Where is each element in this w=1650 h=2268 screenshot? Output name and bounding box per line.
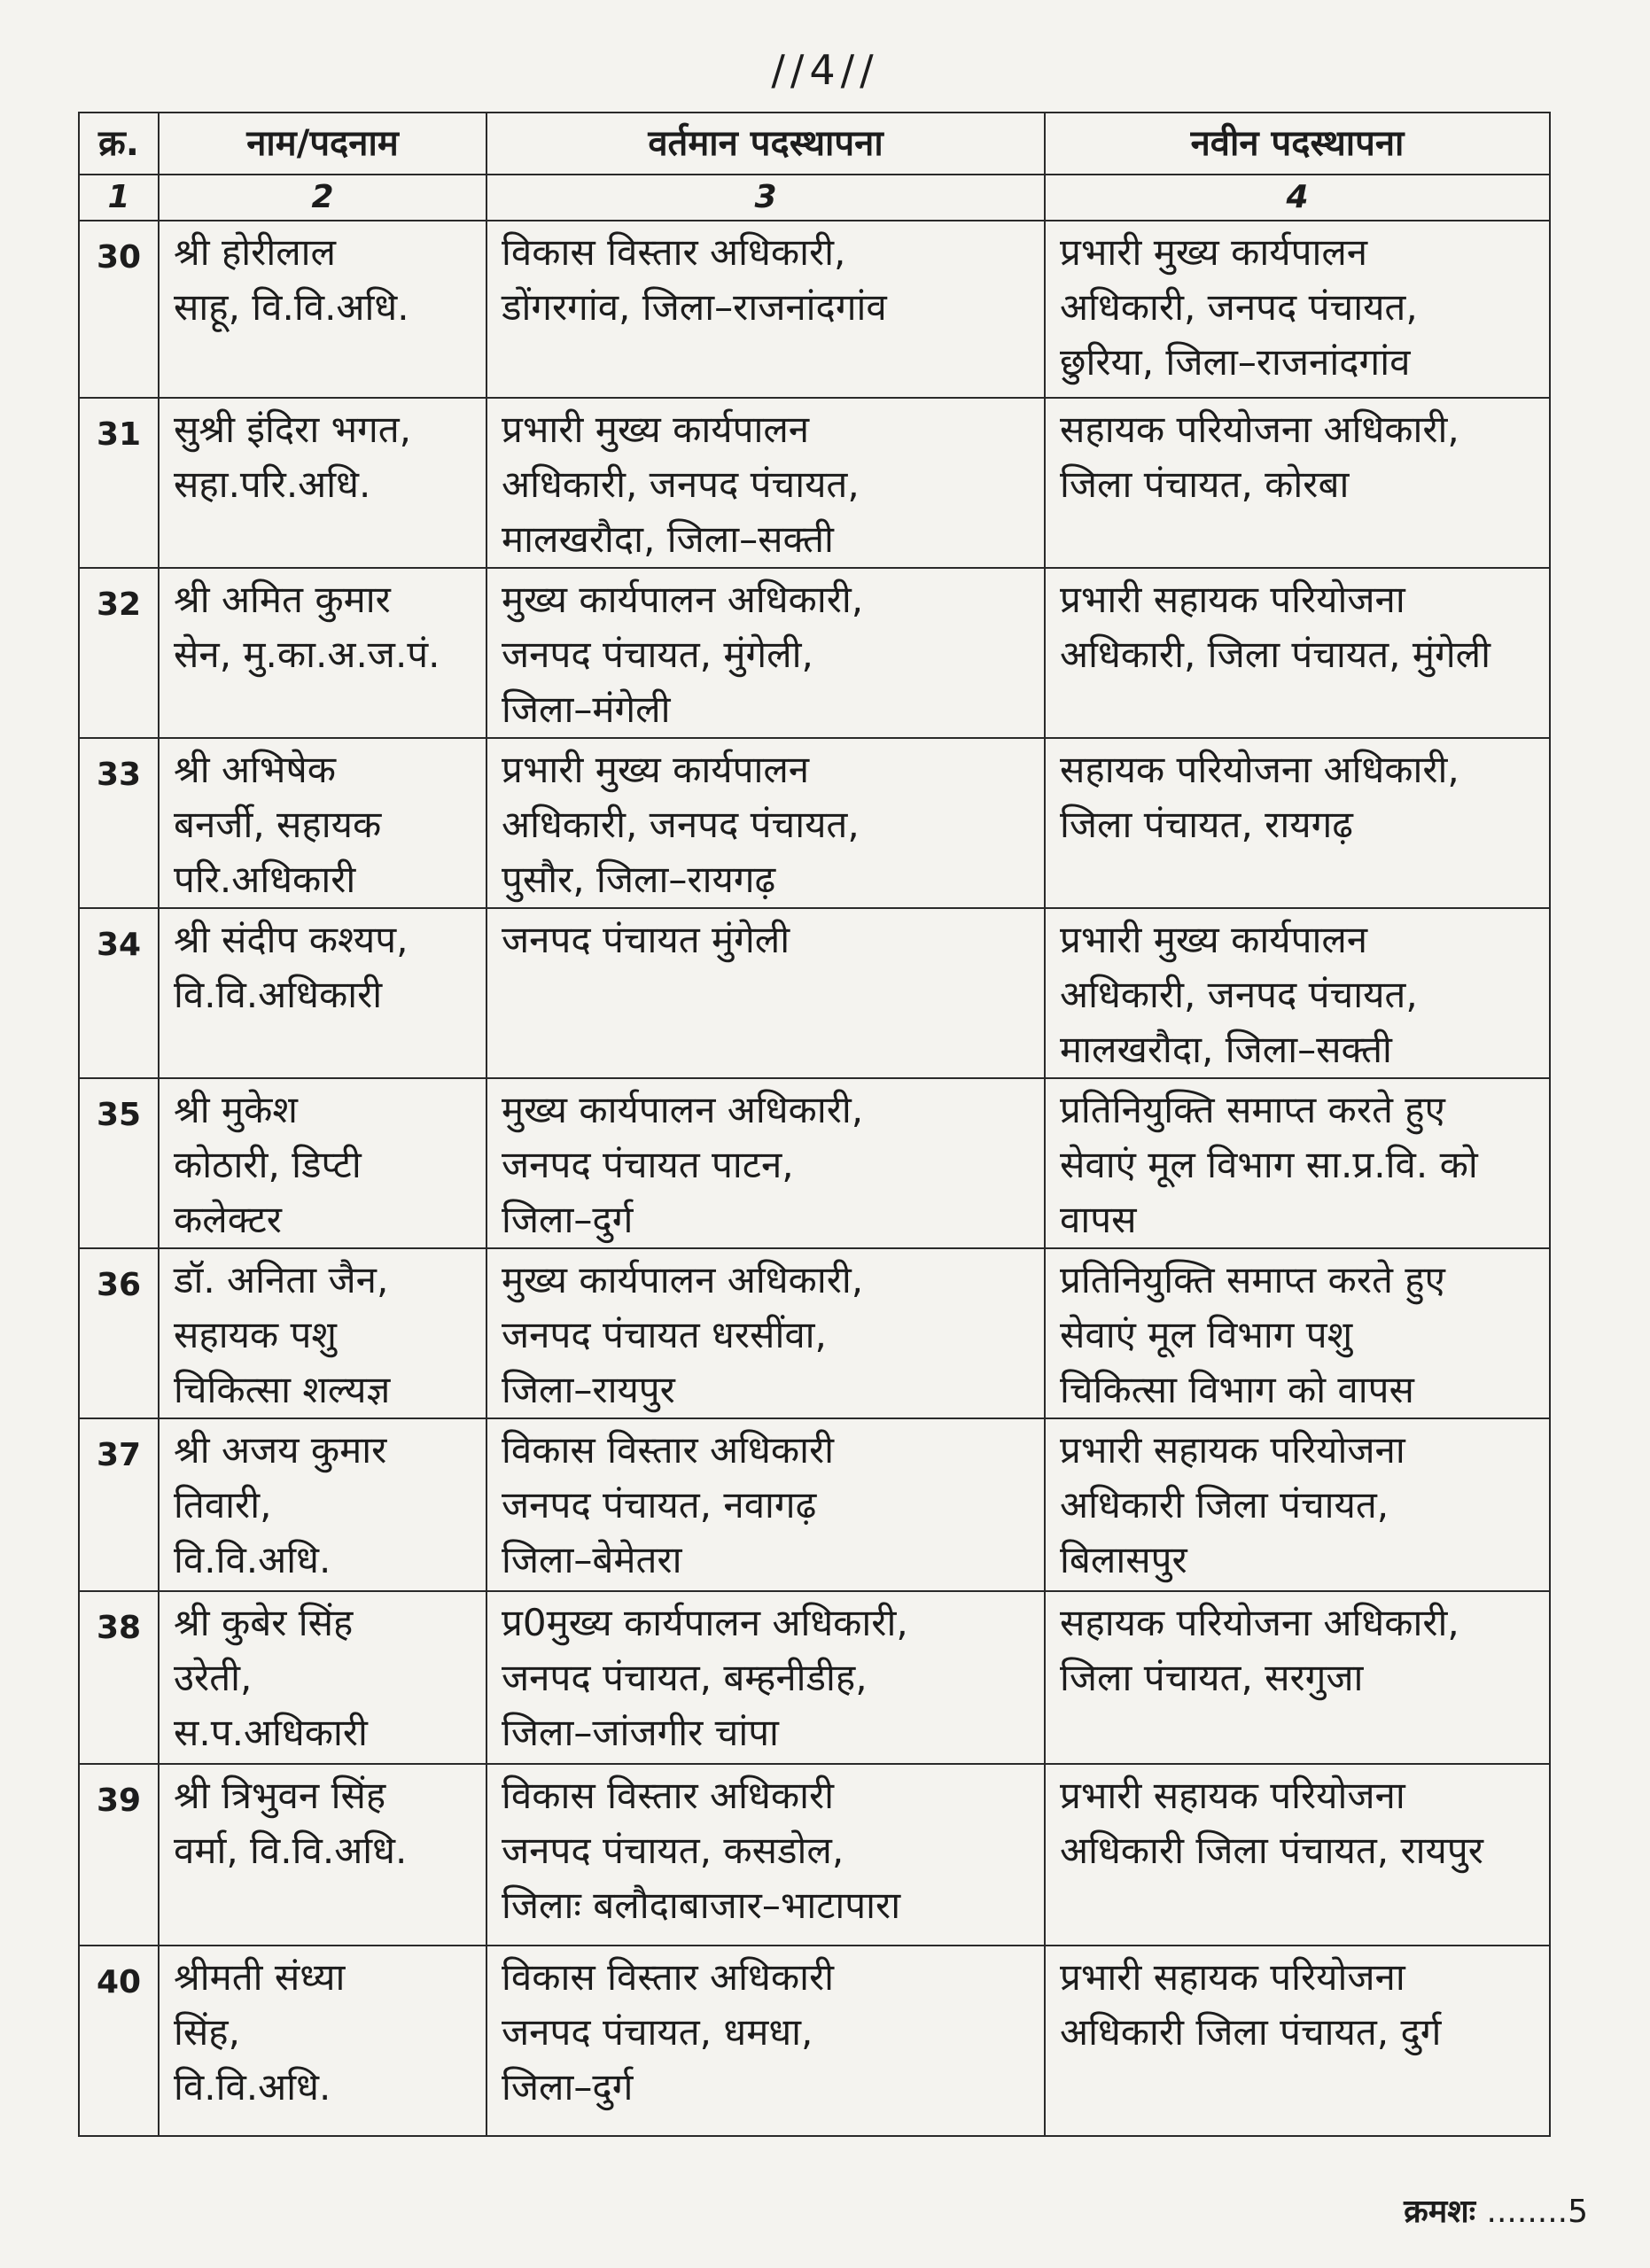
serial-number: 32 bbox=[79, 568, 159, 738]
table-row bbox=[79, 568, 1550, 738]
table-row bbox=[79, 738, 1550, 908]
serial-number: 33 bbox=[79, 738, 159, 908]
name-designation: श्री कुबेर सिंह उरेती, स.प.अधिकारी bbox=[159, 1591, 486, 1764]
table-row bbox=[79, 1591, 1550, 1764]
current-posting: मुख्य कार्यपालन अधिकारी, जनपद पंचायत धरसींवा, जिला–रायपुर bbox=[486, 1248, 1045, 1418]
serial-number: 40 bbox=[79, 1946, 159, 2136]
new-posting: प्रभारी सहायक परियोजना अधिकारी जिला पंचायत, रायपुर bbox=[1045, 1764, 1550, 1946]
table-row bbox=[79, 1946, 1550, 2136]
name-designation: सुश्री इंदिरा भगत, सहा.परि.अधि. bbox=[159, 398, 486, 568]
continuation-note bbox=[1404, 2188, 1588, 2232]
name-designation: श्री संदीप कश्यप, वि.वि.अधिकारी bbox=[159, 908, 486, 1078]
new-posting: प्रतिनियुक्ति समाप्त करते हुए सेवाएं मूल विभाग सा.प्र.वि. को वापस bbox=[1045, 1078, 1550, 1248]
current-posting: जनपद पंचायत मुंगेली bbox=[486, 908, 1045, 1078]
current-posting: मुख्य कार्यपालन अधिकारी, जनपद पंचायत, मुंगेली, जिला–मंगेली bbox=[486, 568, 1045, 738]
serial-number: 30 bbox=[79, 221, 159, 398]
current-posting: प्रभारी मुख्य कार्यपालन अधिकारी, जनपद पंचायत, पुसौर, जिला–रायगढ़ bbox=[486, 738, 1045, 908]
current-posting: मुख्य कार्यपालन अधिकारी, जनपद पंचायत पाटन, जिला–दुर्ग bbox=[486, 1078, 1045, 1248]
table-row bbox=[79, 908, 1550, 1078]
new-posting: प्रभारी सहायक परियोजना अधिकारी जिला पंचायत, बिलासपुर bbox=[1045, 1418, 1550, 1591]
new-posting: प्रभारी मुख्य कार्यपालन अधिकारी, जनपद पंचायत, मालखरौदा, जिला–सक्ती bbox=[1045, 908, 1550, 1078]
current-posting: विकास विस्तार अधिकारी, डोंगरगांव, जिला–राजनांदगांव bbox=[486, 221, 1045, 398]
table-row bbox=[79, 1078, 1550, 1248]
header-new-posting: नवीन पदस्थापना bbox=[1045, 113, 1550, 175]
table-row bbox=[79, 221, 1550, 398]
new-posting: प्रतिनियुक्ति समाप्त करते हुए सेवाएं मूल विभाग पशु चिकित्सा विभाग को वापस bbox=[1045, 1248, 1550, 1418]
serial-number: 36 bbox=[79, 1248, 159, 1418]
new-posting: प्रभारी सहायक परियोजना अधिकारी, जिला पंचायत, मुंगेली bbox=[1045, 568, 1550, 738]
serial-number: 37 bbox=[79, 1418, 159, 1591]
serial-number: 34 bbox=[79, 908, 159, 1078]
column-number: 4 bbox=[1045, 175, 1550, 221]
new-posting: प्रभारी मुख्य कार्यपालन अधिकारी, जनपद पंचायत, छुरिया, जिला–राजनांदगांव bbox=[1045, 221, 1550, 398]
table-row bbox=[79, 1248, 1550, 1418]
name-designation: श्री अभिषेक बनर्जी, सहायक परि.अधिकारी bbox=[159, 738, 486, 908]
current-posting: विकास विस्तार अधिकारी जनपद पंचायत, धमधा, जिला–दुर्ग bbox=[486, 1946, 1045, 2136]
name-designation: श्रीमती संध्या सिंह, वि.वि.अधि. bbox=[159, 1946, 486, 2136]
header-name: नाम/पदनाम bbox=[159, 113, 486, 175]
name-designation: डॉ. अनिता जैन, सहायक पशु चिकित्सा शल्यज्ञ bbox=[159, 1248, 486, 1418]
serial-number: 35 bbox=[79, 1078, 159, 1248]
column-number-row bbox=[79, 175, 1550, 221]
new-posting: सहायक परियोजना अधिकारी, जिला पंचायत, सरगुजा bbox=[1045, 1591, 1550, 1764]
continuation-page: ........5 bbox=[1486, 2194, 1588, 2230]
header-row bbox=[79, 113, 1550, 175]
current-posting: विकास विस्तार अधिकारी जनपद पंचायत, नवागढ़ जिला–बेमेतरा bbox=[486, 1418, 1045, 1591]
name-designation: श्री मुकेश कोठारी, डिप्टी कलेक्टर bbox=[159, 1078, 486, 1248]
name-designation: श्री होरीलाल साहू, वि.वि.अधि. bbox=[159, 221, 486, 398]
serial-number: 39 bbox=[79, 1764, 159, 1946]
name-designation: श्री अजय कुमार तिवारी, वि.वि.अधि. bbox=[159, 1418, 486, 1591]
table-row bbox=[79, 1764, 1550, 1946]
serial-number: 31 bbox=[79, 398, 159, 568]
new-posting: प्रभारी सहायक परियोजना अधिकारी जिला पंचायत, दुर्ग bbox=[1045, 1946, 1550, 2136]
current-posting: विकास विस्तार अधिकारी जनपद पंचायत, कसडोल, जिलाः बलौदाबाजार–भाटापारा bbox=[486, 1764, 1045, 1946]
header-current-posting: वर्तमान पदस्थापना bbox=[486, 113, 1045, 175]
header-serial: क्र. bbox=[79, 113, 159, 175]
new-posting: सहायक परियोजना अधिकारी, जिला पंचायत, रायगढ़ bbox=[1045, 738, 1550, 908]
column-number: 3 bbox=[486, 175, 1045, 221]
serial-number: 38 bbox=[79, 1591, 159, 1764]
column-number: 1 bbox=[79, 175, 159, 221]
continuation-label: क्रमशः bbox=[1404, 2194, 1475, 2230]
column-number: 2 bbox=[159, 175, 486, 221]
name-designation: श्री अमित कुमार सेन, मु.का.अ.ज.पं. bbox=[159, 568, 486, 738]
name-designation: श्री त्रिभुवन सिंह वर्मा, वि.वि.अधि. bbox=[159, 1764, 486, 1946]
transfer-table bbox=[78, 112, 1551, 2137]
page-number: //4// bbox=[771, 46, 879, 94]
new-posting: सहायक परियोजना अधिकारी, जिला पंचायत, कोरबा bbox=[1045, 398, 1550, 568]
table-row bbox=[79, 398, 1550, 568]
current-posting: प्र0मुख्य कार्यपालन अधिकारी, जनपद पंचायत, बम्हनीडीह, जिला–जांजगीर चांपा bbox=[486, 1591, 1045, 1764]
current-posting: प्रभारी मुख्य कार्यपालन अधिकारी, जनपद पंचायत, मालखरौदा, जिला–सक्ती bbox=[486, 398, 1045, 568]
table-row bbox=[79, 1418, 1550, 1591]
